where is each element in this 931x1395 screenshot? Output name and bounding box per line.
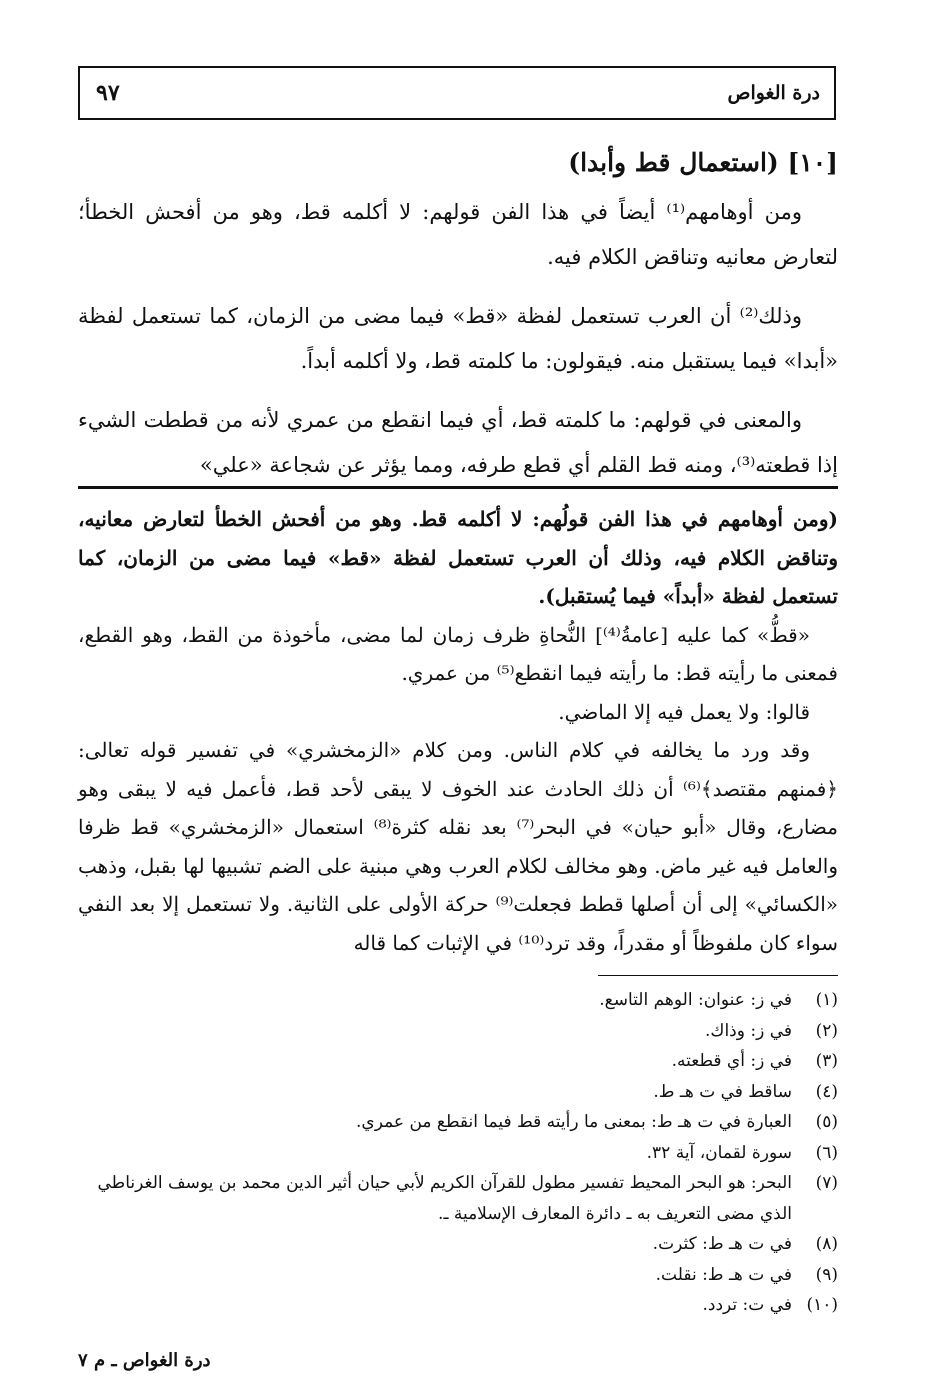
footnote-item bbox=[78, 1229, 838, 1260]
footnote-text: في ز: عنوان: الوهم التاسع. bbox=[599, 990, 792, 1010]
main-text-block bbox=[78, 294, 838, 384]
footnote-item bbox=[78, 1046, 838, 1077]
commentary-quote: (ومن أوهامهم في هذا الفن قولُهم: لا أكلمه قط. وهو من أفحش الخطأ لتعارض معانيه، وتناقض الكلام فيه، وذلك أن العرب تستعمل لفظة «قط» فيما مضى من الزمان، كما تستعمل لفظة «أبداً» فيما يُستقبل). bbox=[78, 507, 838, 608]
page-number: ٩٧ bbox=[96, 80, 120, 106]
footnote-text: البحر: هو البحر المحيط تفسير مطول للقرآن الكريم لأبي حيان أثير الدين محمد بن يوسف الغرناطي الذي مضى التعريف به ـ دائرة المعارف الإسلامية ـ. bbox=[97, 1173, 792, 1224]
footnote-item bbox=[78, 1260, 838, 1291]
footnotes-list bbox=[78, 985, 838, 1321]
footnote-item bbox=[78, 985, 838, 1016]
footnote-number: (٨) bbox=[815, 1234, 838, 1254]
footnote-item bbox=[78, 1138, 838, 1169]
footnote-item bbox=[78, 1077, 838, 1108]
footnote-text: في ز: أي قطعته. bbox=[671, 1051, 792, 1071]
footnote-text: العبارة في ت هـ ط: بمعنى ما رأيته قط فيما انقطع من عمري. bbox=[355, 1112, 792, 1132]
footnote-number: (١٠) bbox=[806, 1295, 838, 1315]
footnote-text: سورة لقمان، آية ٣٢. bbox=[646, 1142, 792, 1163]
footnote-item bbox=[78, 1016, 838, 1047]
footnote-number: (٥) bbox=[815, 1112, 838, 1132]
commentary-divider bbox=[78, 486, 838, 489]
footnote-text: في ت: تردد. bbox=[702, 1295, 792, 1315]
footnote-text: في ز: وذاك. bbox=[705, 1020, 792, 1041]
main-text-block bbox=[78, 398, 838, 488]
commentary-paragraph: «قطُّ» كما عليه [عامةُ⁽⁴⁾] النُّحاةِ ظرف زمان لما مضى، مأخوذة من القط، وهو القطع، فمعنى ما رأيته قط: ما رأيته فيما انقطع⁽⁵⁾ من عمري. bbox=[78, 622, 838, 685]
footnote-item bbox=[78, 1107, 838, 1138]
footnote-text: في ت هـ ط: نقلت. bbox=[655, 1264, 792, 1285]
footnote-text: ساقط في ت هـ ط. bbox=[653, 1081, 792, 1102]
running-header-title: درة الغواص bbox=[727, 82, 820, 104]
page-footer: درة الغواص ـ م ٧ bbox=[78, 1350, 211, 1371]
running-header bbox=[78, 66, 836, 120]
commentary-paragraph: قالوا: ولا يعمل فيه إلا الماضي. bbox=[558, 699, 810, 724]
main-paragraph: ومن أوهامهم⁽¹⁾ أيضاً في هذا الفن قولهم: لا أكلمه قط، وهو من أفحش الخطأ؛ لتعارض معانيه وتناقض الكلام فيه. bbox=[78, 200, 838, 269]
commentary-block bbox=[78, 500, 838, 962]
footnote-number: (٦) bbox=[815, 1142, 838, 1163]
footnote-number: (٣) bbox=[815, 1051, 838, 1071]
footnote-number: (٤) bbox=[815, 1081, 838, 1102]
footnote-number: (١) bbox=[815, 990, 838, 1010]
main-paragraph: وذلك⁽²⁾ أن العرب تستعمل لفظة «قط» فيما مضى من الزمان، كما تستعمل لفظة «أبدا» فيما يستقبل منه. فيقولون: ما كلمته قط، ولا أكلمه أبداً. bbox=[78, 304, 838, 373]
footnote-item bbox=[78, 1290, 838, 1321]
footnote-number: (٢) bbox=[815, 1020, 838, 1041]
main-text-block bbox=[78, 190, 838, 280]
main-paragraph: والمعنى في قولهم: ما كلمته قط، أي فيما انقطع من عمري لأنه من قططت الشيء إذا قطعته⁽³⁾، ومنه قط القلم أي قطع طرفه، ومما يؤثر عن شجاعة «علي» bbox=[78, 408, 838, 477]
footnote-item bbox=[78, 1168, 838, 1229]
commentary-paragraph: وقد ورد ما يخالفه في كلام الناس. ومن كلام «الزمخشري» في تفسير قوله تعالى: ﴿فمنهم مقتصد﴾⁽⁶⁾ أن ذلك الحادث عند الخوف لا يبقى لأحد قط، فأعمل فيه لا يبقى وهو مضارع، وقال «أبو حيان» في البحر⁽⁷⁾ بعد نقله كثرة⁽⁸⁾ استعمال «الزمخشري» قط ظرفا والعامل فيه غير ماض. وهو مخالف لكلام العرب وهي مبنية على الضم تشبيها لها بقبل، وذهب «الكسائي» إلى أن أصلها قطط فجعلت⁽⁹⁾ حركة الأولى على الثانية. ولا تستعمل إلا بعد النفي سواء كان ملفوظاً أو مقدراً، وقد ترد⁽¹⁰⁾ في الإثبات كما قاله bbox=[78, 738, 838, 955]
footnote-number: (٩) bbox=[815, 1264, 838, 1285]
footnote-number: (٧) bbox=[815, 1173, 838, 1193]
footnote-text: في ت هـ ط: كثرت. bbox=[652, 1234, 792, 1254]
footnote-divider bbox=[598, 975, 838, 976]
section-title: [١٠] (استعمال قط وأبدا) bbox=[568, 148, 838, 177]
